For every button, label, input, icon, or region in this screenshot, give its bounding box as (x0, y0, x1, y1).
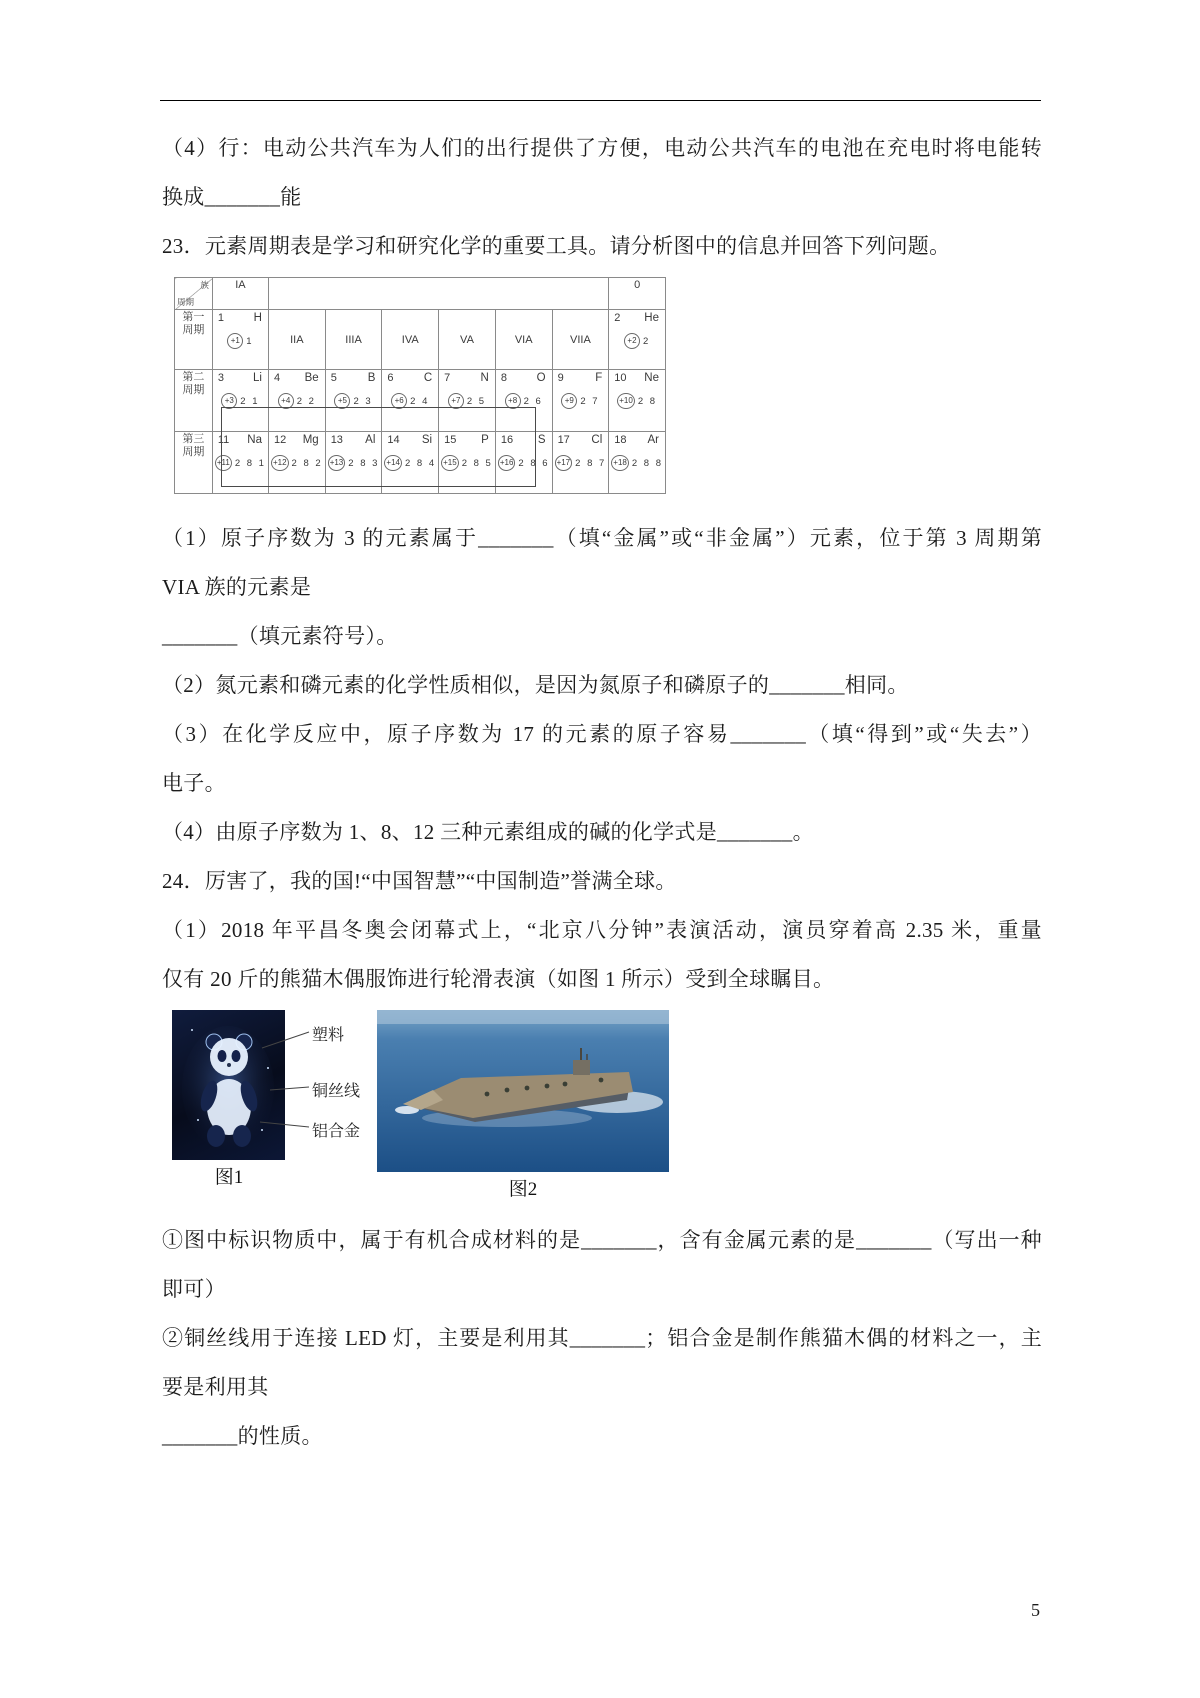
group-header-ia: IA (212, 278, 268, 310)
element-cell-ar: 18 Ar +18 2 8 8 (609, 432, 666, 494)
corner-cell (175, 278, 213, 310)
q24-circle1-line1: ①图中标识物质中，属于有机合成材料的是_______，含有金属元素的是_______（写出一种 (162, 1228, 1042, 1252)
aircraft-carrier-illustration (377, 1010, 669, 1172)
element-cell-b: 5 B +5 2 3 (325, 370, 382, 432)
element-cell-p: 15 P +15 2 8 5 (439, 432, 496, 494)
q22-part4-line2: 换成_______能 (162, 185, 302, 209)
figure1-caption: 图1 (214, 1167, 244, 1188)
group-header-viia: VIIA (552, 310, 609, 370)
q24-sub1-line1: （1）2018 年平昌冬奥会闭幕式上，“北京八分钟”表演活动，演员穿着高 2.35 米，重量 (162, 918, 1042, 942)
element-cell-n: 7 N +7 2 5 (439, 370, 496, 432)
group-header-0: 0 (609, 278, 666, 310)
q24-sub1-line2: 仅有 20 斤的熊猫木偶服饰进行轮滑表演（如图 1 所示）受到全球瞩目。 (162, 967, 835, 991)
q23-sub1-line3: _______（填元素符号）。 (162, 624, 398, 648)
periodic-header-row (175, 278, 666, 310)
q24-circle2-line1: ②铜丝线用于连接 LED 灯，主要是利用其_______；铝合金是制作熊猫木偶的材料之一，主 (162, 1326, 1042, 1350)
q24-circle2-line3: _______的性质。 (162, 1424, 323, 1448)
group-header-iiia: IIIA (325, 310, 382, 370)
element-cell-mg: 12 Mg +12 2 8 2 (268, 432, 325, 494)
figure1-image (172, 1010, 285, 1160)
q23-intro: 23．元素周期表是学习和研究化学的重要工具。请分析图中的信息并回答下列问题。 (162, 234, 951, 258)
element-cell-na: 11 Na +11 2 8 1 (212, 432, 268, 494)
q23-sub3-line1: （3）在化学反应中，原子序数为 17 的元素的原子容易_______（填“得到”或“失去”） (162, 722, 1042, 746)
periodic-row-2 (175, 370, 666, 432)
periodic-row-1 (175, 310, 666, 370)
element-cell-ne: 10 Ne +10 2 8 (609, 370, 666, 432)
q24-circle2-line2: 要是利用其 (162, 1375, 269, 1399)
figure2-image (377, 1010, 669, 1172)
q23-sub3-line2: 电子。 (162, 771, 226, 795)
group-header-iia: IIA (268, 310, 325, 370)
group-header-via: VIA (495, 310, 552, 370)
figure1-label-aluminum-alloy: 铝合金 (312, 1123, 361, 1140)
group-header-spacer (268, 278, 608, 310)
period-3-label: 第三周期 (175, 432, 213, 494)
element-cell-h: 1 H +1 1 (212, 310, 268, 370)
period-2-label: 第二周期 (175, 370, 213, 432)
q23-sub4: （4）由原子序数为 1、8、12 三种元素组成的碱的化学式是_______。 (162, 820, 814, 844)
figure1-label-plastic: 塑料 (312, 1027, 345, 1044)
element-cell-li: 3 Li +3 2 1 (212, 370, 268, 432)
periodic-table-figure (174, 277, 666, 494)
header-rule (160, 100, 1041, 101)
element-cell-al: 13 Al +13 2 8 3 (325, 432, 382, 494)
element-cell-o: 8 O +8 2 6 (495, 370, 552, 432)
element-cell-cl: 17 Cl +17 2 8 7 (552, 432, 609, 494)
corner-period-label: 周期 (177, 297, 195, 307)
group-header-va: VA (439, 310, 496, 370)
element-cell-f: 9 F +9 2 7 (552, 370, 609, 432)
group-header-iva: IVA (382, 310, 439, 370)
periodic-row-3 (175, 432, 666, 494)
element-cell-be: 4 Be +4 2 2 (268, 370, 325, 432)
element-cell-he: 2 He +2 2 (609, 310, 666, 370)
q23-sub1-line1: （1）原子序数为 3 的元素属于_______（填“金属”或“非金属”）元素，位于第 3 周期第 (162, 526, 1042, 550)
periodic-table (174, 277, 666, 494)
figure2-caption: 图2 (508, 1179, 538, 1200)
corner-group-label: 族 (200, 280, 209, 290)
panda-illustration (172, 1010, 285, 1160)
figure1-label-copper-wire: 铜丝线 (312, 1083, 361, 1100)
element-cell-si: 14 Si +14 2 8 4 (382, 432, 439, 494)
element-cell-s: 16 S +16 2 8 6 (495, 432, 552, 494)
page-number: 5 (1031, 1600, 1040, 1620)
figure-row (172, 1010, 1042, 1210)
q24-intro: 24．厉害了，我的国!“中国智慧”“中国制造”誉满全球。 (162, 869, 677, 893)
q23-sub1-line2: VIA 族的元素是 (162, 575, 312, 599)
q24-circle1-line2: 即可） (162, 1277, 226, 1301)
period-1-label: 第一周期 (175, 310, 213, 370)
q22-part4-line1: （4）行：电动公共汽车为人们的出行提供了方便，电动公共汽车的电池在充电时将电能转 (162, 136, 1042, 160)
q23-sub2: （2）氮元素和磷元素的化学性质相似，是因为氮原子和磷原子的_______相同。 (162, 673, 909, 697)
page-content (162, 124, 1042, 1461)
element-cell-c: 6 C +6 2 4 (382, 370, 439, 432)
